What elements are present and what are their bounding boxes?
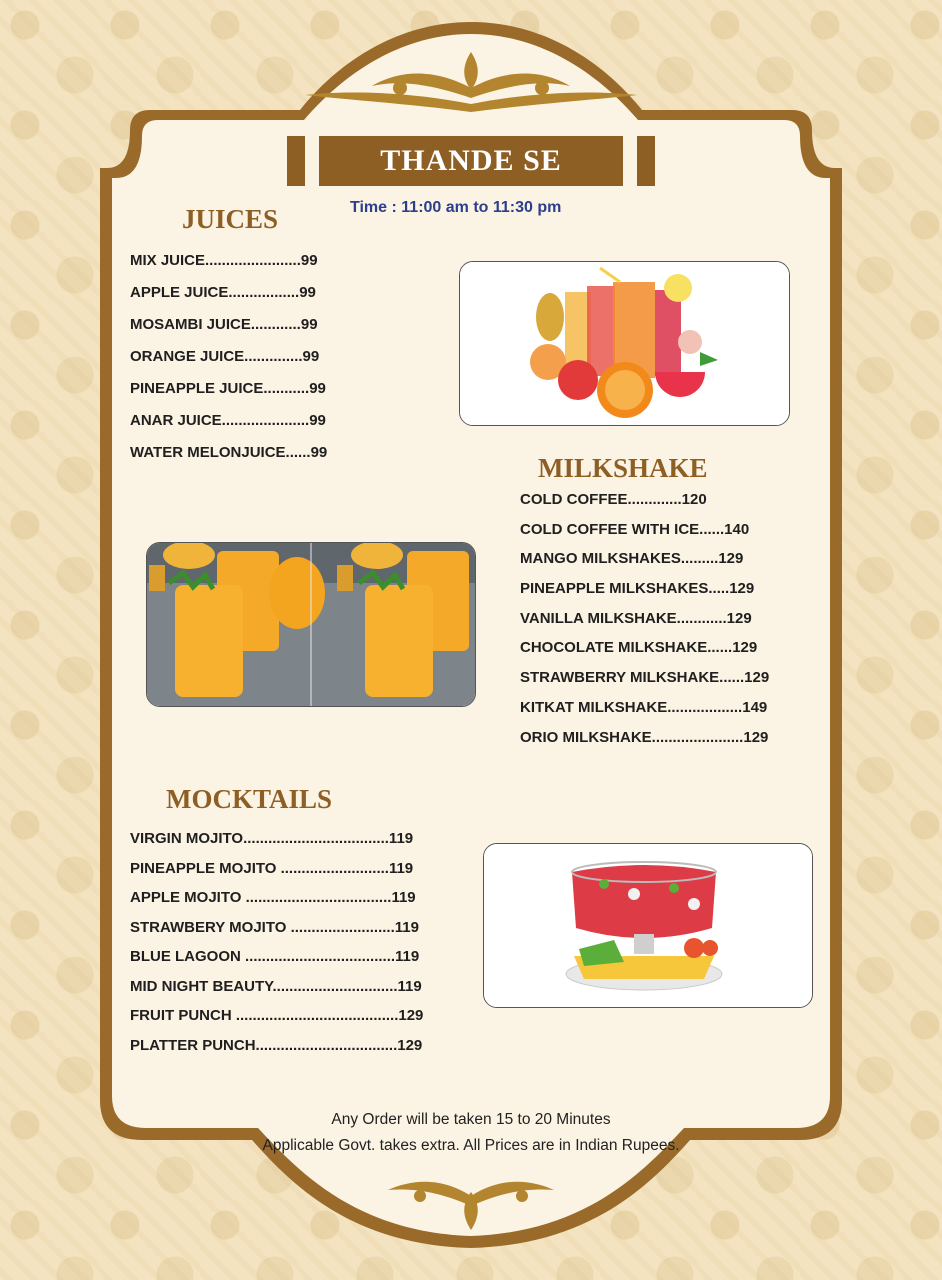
mocktails-list [130,830,423,1066]
list-item: FRUIT PUNCH .......................................129 [130,1007,424,1024]
footer-line-1: Any Order will be taken 15 to 20 Minutes [331,1111,611,1128]
list-item: KITKAT MILKSHAKE..................149 [520,698,768,716]
list-item: VIRGIN MOJITO...................................119 [130,830,414,847]
list-item: PINEAPPLE JUICE...........99 [130,380,326,397]
list-item: ORIO MILKSHAKE......................129 [520,728,769,746]
list-item: PINEAPPLE MOJITO ..........................119 [130,859,414,877]
mango-shake-image [146,542,476,707]
mocktails-heading: MOCKTAILS [166,784,333,814]
juice-image [459,261,790,426]
list-item: STRAWBERY MOJITO .........................119 [130,918,419,936]
list-item: STRAWBERRY MILKSHAKE......129 [520,669,770,687]
page-title: THANDE SE [380,144,562,177]
list-item: MANGO MILKSHAKES.........129 [520,550,744,568]
list-item: VANILLA MILKSHAKE............129 [520,609,752,627]
list-item: COLD COFFEE WITH ICE......140 [520,520,750,538]
list-item: MID NIGHT BEAUTY..............................119 [130,977,422,995]
list-item: PLATTER PUNCH..................................129 [130,1036,423,1054]
milkshake-list [520,491,769,758]
punch-bowl-image [483,843,813,1008]
title-band [287,136,655,186]
milkshake-heading: MILKSHAKE [538,453,708,483]
list-item: ORANGE JUICE..............99 [130,348,320,365]
list-item: WATER MELONJUICE......99 [130,444,328,461]
list-item: PINEAPPLE MILKSHAKES.....129 [520,580,755,598]
list-item: APPLE MOJITO ...................................119 [130,889,416,906]
list-item: ANAR JUICE.....................99 [130,412,326,429]
list-item: MIX JUICE.......................99 [130,252,318,269]
juices-heading: JUICES [182,204,279,234]
list-item: APPLE JUICE.................99 [130,284,316,301]
timing-text: Time : 11:00 am to 11:30 pm [350,199,562,216]
list-item: BLUE LAGOON ....................................119 [130,948,420,965]
list-item: MOSAMBI JUICE............99 [130,316,318,333]
list-item: CHOCOLATE MILKSHAKE......129 [520,639,758,657]
list-item: COLD COFFEE.............120 [520,491,707,508]
juices-list [130,252,327,476]
footer-line-2: Applicable Govt. takes extra. All Prices are in Indian Rupees. [262,1137,680,1154]
